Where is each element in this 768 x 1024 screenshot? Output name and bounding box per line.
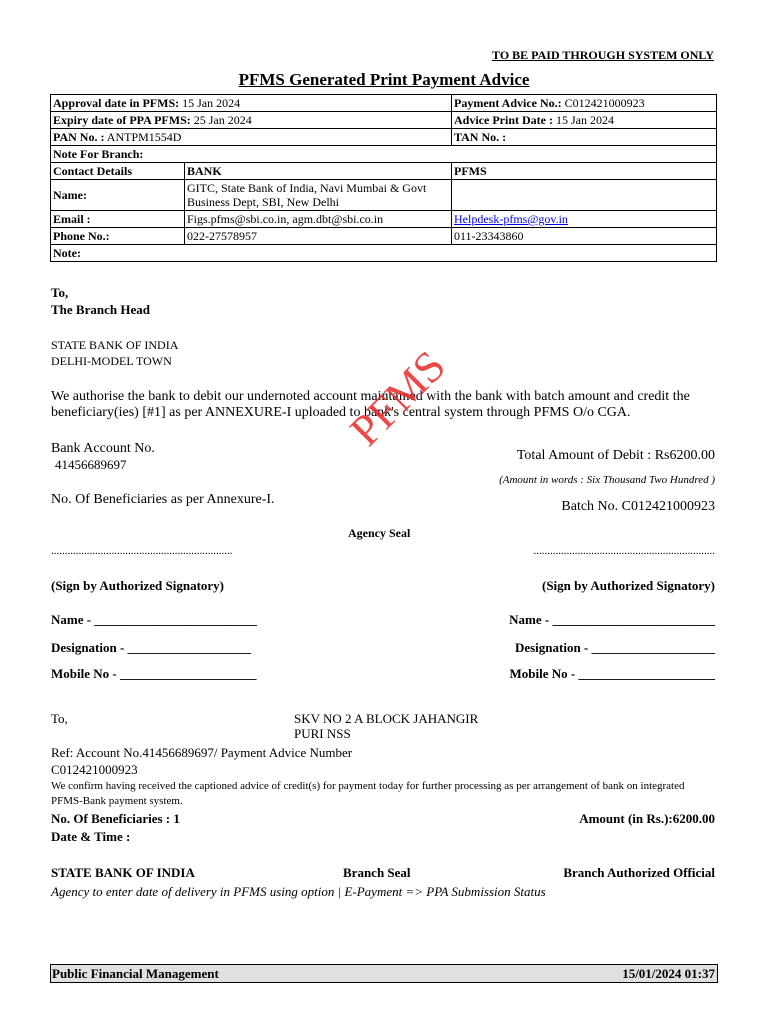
advice-info-table	[50, 94, 717, 262]
bank-phone-value: 022-27578957	[185, 228, 452, 245]
page-title: PFMS Generated Print Payment Advice	[238, 70, 530, 89]
receipt-amount: Amount (in Rs.):6200.00	[579, 811, 715, 826]
expiry-date-cell	[51, 112, 452, 129]
table-row	[51, 211, 717, 228]
sign-label-right: (Sign by Authorized Signatory)	[542, 578, 715, 593]
pfms-email-link[interactable]: Helpdesk-pfms@gov.in	[454, 212, 568, 226]
date-time-label: Date & Time :	[51, 829, 131, 844]
agency-delivery-note: Agency to enter date of delivery in PFMS using option | E-Payment => PPA Submission Status	[51, 884, 546, 899]
table-row	[51, 245, 717, 262]
footer-org: Public Financial Management	[52, 966, 219, 981]
table-row	[51, 228, 717, 245]
reference-line2: C012421000923	[51, 762, 138, 777]
designation-field-right: Designation - ___________________	[514, 640, 715, 655]
confirmation-text: We confirm having received the captioned advice of credit(s) for payment today for further processing as per arrangement of bank on integrated PFMS-Bank payment system.	[51, 780, 685, 807]
name-field-right: Name - _________________________	[509, 612, 715, 627]
beneficiaries-annexure: No. Of Beneficiaries as per Annexure-I.	[51, 492, 275, 507]
receipt-to: To,	[51, 711, 68, 726]
advice-no-value: C012421000923	[561, 96, 645, 110]
table-row	[51, 180, 717, 211]
receipt-beneficiaries: No. Of Beneficiaries : 1	[51, 811, 180, 826]
letter-to: To,	[51, 285, 69, 300]
bank-email-value: Figs.pfms@sbi.co.in, agm.dbt@sbi.co.in	[185, 211, 452, 228]
note-for-branch-label: Note For Branch:	[51, 146, 717, 163]
bank-column-header: BANK	[185, 163, 452, 180]
bank-name-value: GITC, State Bank of India, Navi Mumbai & Govt Business Dept, SBI, New Delhi	[185, 180, 452, 211]
pfms-watermark: PFMS	[340, 341, 455, 456]
pfms-name-value	[452, 180, 717, 211]
print-date-label: Advice Print Date :	[454, 113, 553, 127]
pfms-email-cell	[452, 211, 717, 228]
receipt-address-line2: PURI NSS	[294, 726, 351, 741]
contact-details-label: Contact Details	[51, 163, 185, 180]
footer-bar	[50, 964, 718, 983]
batch-number: Batch No. C012421000923	[561, 499, 715, 514]
approval-date-cell	[51, 95, 452, 112]
advice-no-label: Payment Advice No.:	[454, 96, 562, 110]
expiry-date-label: Expiry date of PPA PFMS:	[53, 113, 191, 127]
print-date-cell	[452, 112, 717, 129]
bank-branch-line: DELHI-MODEL TOWN	[51, 354, 172, 368]
authorisation-paragraph: We authorise the bank to debit our undernoted account maintained with the bank with batch amount and credit the beneficiary(ies) [#1] as per ANNEXURE-I uploaded to bank's central system through PFMS O/o CGA.	[51, 389, 690, 420]
sign-label-left: (Sign by Authorized Signatory)	[51, 578, 224, 593]
phone-label: Phone No.:	[51, 228, 185, 245]
advice-no-cell	[452, 95, 717, 112]
signature-dots-left: ..................................................................	[51, 545, 233, 557]
print-date-value: 15 Jan 2024	[552, 113, 614, 127]
pan-cell	[51, 129, 452, 146]
pan-value: ANTPM1554D	[104, 130, 182, 144]
pfms-column-header: PFMS	[452, 163, 717, 180]
expiry-date-value: 25 Jan 2024	[190, 113, 252, 127]
pan-label: PAN No. :	[53, 130, 105, 144]
approval-date-value: 15 Jan 2024	[179, 96, 241, 110]
table-row	[51, 146, 717, 163]
mobile-field-left: Mobile No - _____________________	[51, 666, 257, 681]
note-label: Note:	[51, 245, 717, 262]
table-row	[51, 129, 717, 146]
account-label: Bank Account No.	[51, 441, 155, 456]
branch-head: The Branch Head	[51, 302, 150, 317]
total-debit: Total Amount of Debit : Rs6200.00	[516, 448, 715, 463]
account-value: 41456689697	[55, 457, 127, 472]
designation-field-left: Designation - ___________________	[51, 640, 252, 655]
signature-dots-right: ..................................................................	[533, 545, 715, 557]
table-row	[51, 95, 717, 112]
system-only-note: TO BE PAID THROUGH SYSTEM ONLY	[492, 48, 714, 62]
footer-timestamp: 15/01/2024 01:37	[622, 966, 715, 981]
table-row	[51, 163, 717, 180]
amount-in-words: (Amount in words : Six Thousand Two Hundred )	[499, 474, 715, 486]
table-row	[51, 112, 717, 129]
approval-date-label: Approval date in PFMS:	[53, 96, 180, 110]
sbi-label: STATE BANK OF INDIA	[51, 865, 195, 880]
name-field-left: Name - _________________________	[51, 612, 257, 627]
pfms-phone-value: 011-23343860	[452, 228, 717, 245]
reference-line1: Ref: Account No.41456689697/ Payment Advice Number	[51, 745, 353, 760]
mobile-field-right: Mobile No - _____________________	[509, 666, 715, 681]
agency-seal: Agency Seal	[348, 526, 411, 540]
branch-seal-label: Branch Seal	[343, 865, 411, 880]
receipt-address-line1: SKV NO 2 A BLOCK JAHANGIR	[294, 711, 479, 726]
email-label: Email :	[51, 211, 185, 228]
name-label: Name:	[51, 180, 185, 211]
tan-label: TAN No. :	[452, 129, 717, 146]
branch-official-label: Branch Authorized Official	[563, 865, 715, 880]
bank-name-line: STATE BANK OF INDIA	[51, 338, 179, 352]
